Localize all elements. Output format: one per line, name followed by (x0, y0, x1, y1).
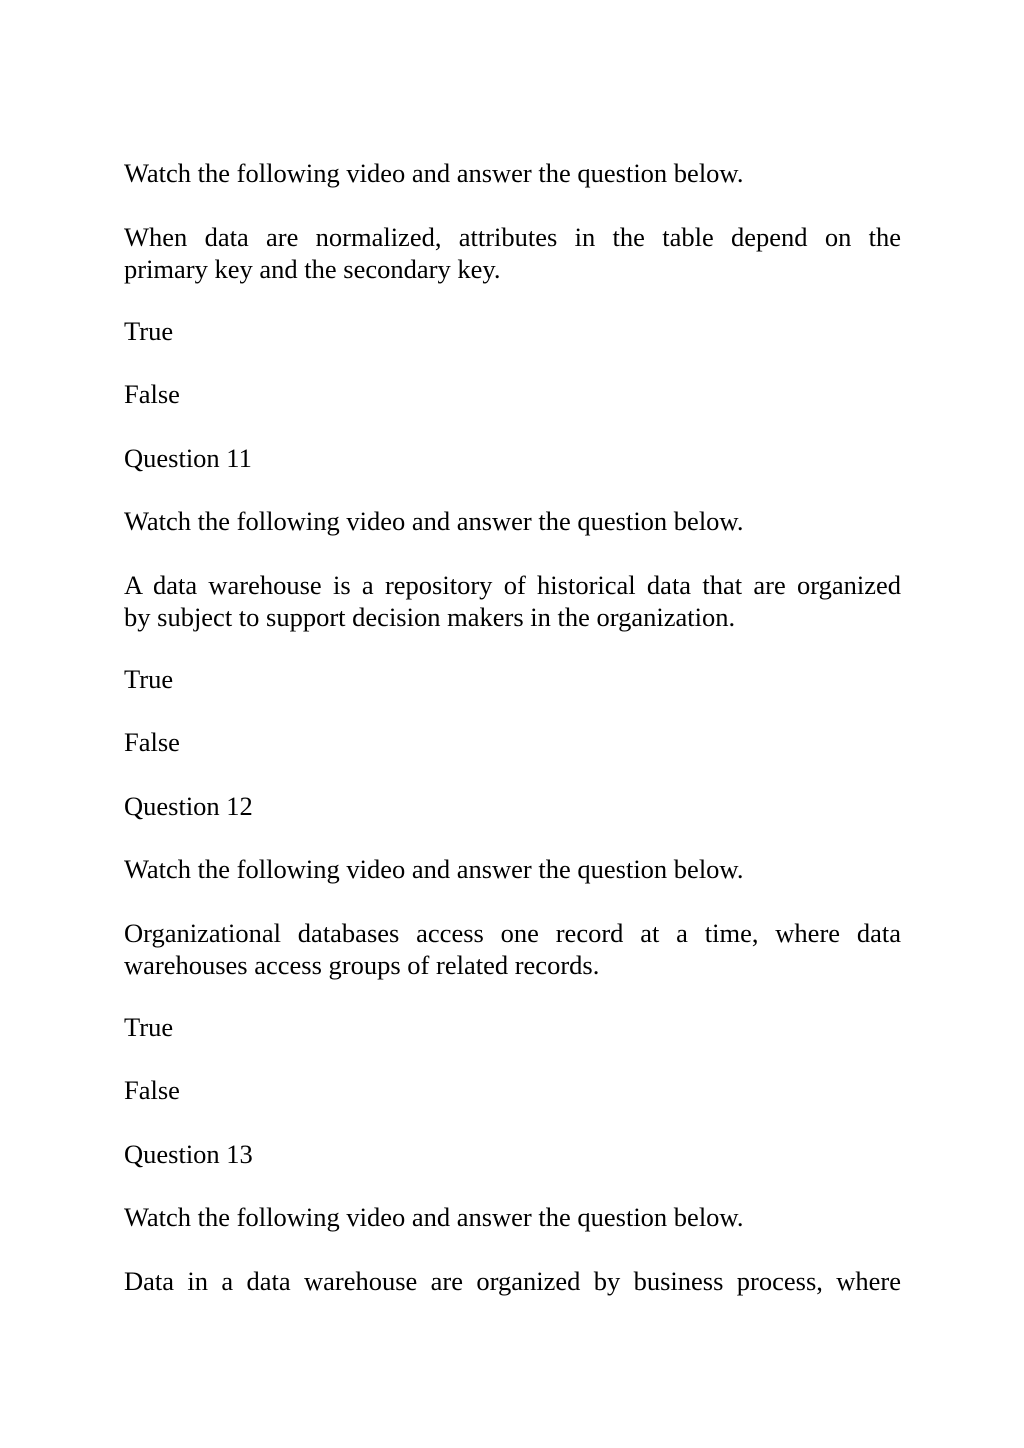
question-heading: Question 12 (124, 791, 253, 821)
question-heading: Question 13 (124, 1139, 253, 1169)
answer-option-true: True (124, 664, 174, 694)
statement-line: warehouses access groups of related records. (124, 950, 600, 980)
answer-option-false: False (124, 1075, 180, 1105)
question-statement (124, 1265, 901, 1297)
question-heading: Question 11 (124, 443, 252, 473)
instruction-text: Watch the following video and answer the question below. (124, 1202, 744, 1232)
question-statement (124, 569, 901, 633)
statement-line: A data warehouse is a repository of historical data that are organized (124, 570, 901, 600)
instruction-text: Watch the following video and answer the question below. (124, 506, 744, 536)
statement-line: Data in a data warehouse are organized by business process, where (124, 1266, 901, 1296)
answer-option-false: False (124, 379, 180, 409)
answer-option-true: True (124, 316, 174, 346)
question-statement (124, 221, 901, 285)
statement-line: When data are normalized, attributes in the table depend on the (124, 222, 901, 252)
instruction-text: Watch the following video and answer the question below. (124, 854, 744, 884)
statement-line: by subject to support decision makers in the organization. (124, 602, 736, 632)
answer-option-false: False (124, 727, 180, 757)
answer-option-true: True (124, 1012, 174, 1042)
statement-line: Organizational databases access one record at a time, where data (124, 918, 901, 948)
statement-line: primary key and the secondary key. (124, 254, 501, 284)
question-statement (124, 917, 901, 981)
instruction-text: Watch the following video and answer the question below. (124, 158, 744, 188)
